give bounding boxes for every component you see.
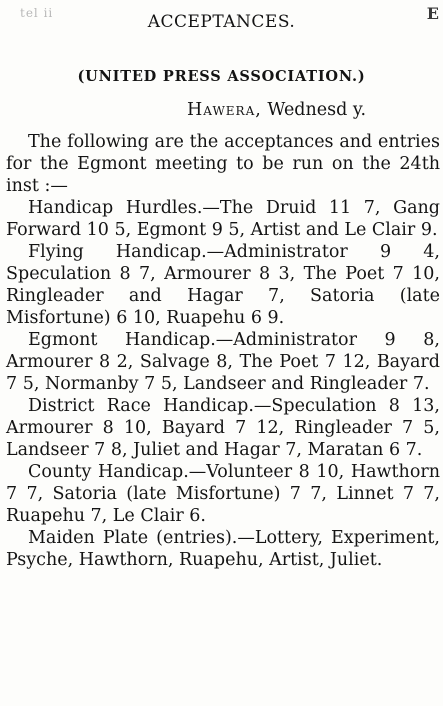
agency-credit: (UNITED PRESS ASSOCIATION.) — [77, 68, 366, 85]
race-county-paragraph: County Handicap.—Volunteer 8 10, Hawthorn 7 7, Satoria (late Misfortune) 7 7, Linnet 7 7, Ruapehu 7, Le Clair 6. — [6, 462, 440, 526]
article-body — [6, 131, 440, 571]
dateline-day: Wednesd y. — [267, 100, 367, 120]
race-district-paragraph: District Race Handicap.—Speculation 8 13, Armourer 8 10, Bayard 7 12, Ringleader 7 5, Landseer 7 8, Juliet and Hagar 7, Maratan 6 7. — [6, 396, 440, 460]
bleed-through-text: tel ii — [20, 6, 54, 20]
intro-paragraph: The following are the acceptances and entries for the Egmont meeting to be run on the 24th inst :— — [6, 132, 440, 196]
dateline — [187, 100, 366, 120]
dateline-place: Hawera, — [187, 100, 262, 120]
race-maiden-paragraph: Maiden Plate (entries).—Lottery, Experiment, Psyche, Hawthorn, Ruapehu, Artist, Juliet. — [6, 528, 440, 570]
bleed-through-letter: E — [426, 4, 439, 23]
race-egmont-paragraph: Egmont Handicap.—Administrator 9 8, Armourer 8 2, Salvage 8, The Poet 7 12, Bayard 7 5, Normanby 7 5, Landseer and Ringleader 7. — [6, 330, 440, 394]
race-hurdles-paragraph: Handicap Hurdles.—The Druid 11 7, Gang Forward 10 5, Egmont 9 5, Artist and Le Clair 9. — [6, 198, 440, 240]
race-flying-paragraph: Flying Handicap.—Administrator 9 4, Speculation 8 7, Armourer 8 3, The Poet 7 10, Ringleader and Hagar 7, Satoria (late Misfortune) 6 10, Ruapehu 6 9. — [6, 242, 440, 328]
article-heading: ACCEPTANCES. — [147, 12, 296, 32]
